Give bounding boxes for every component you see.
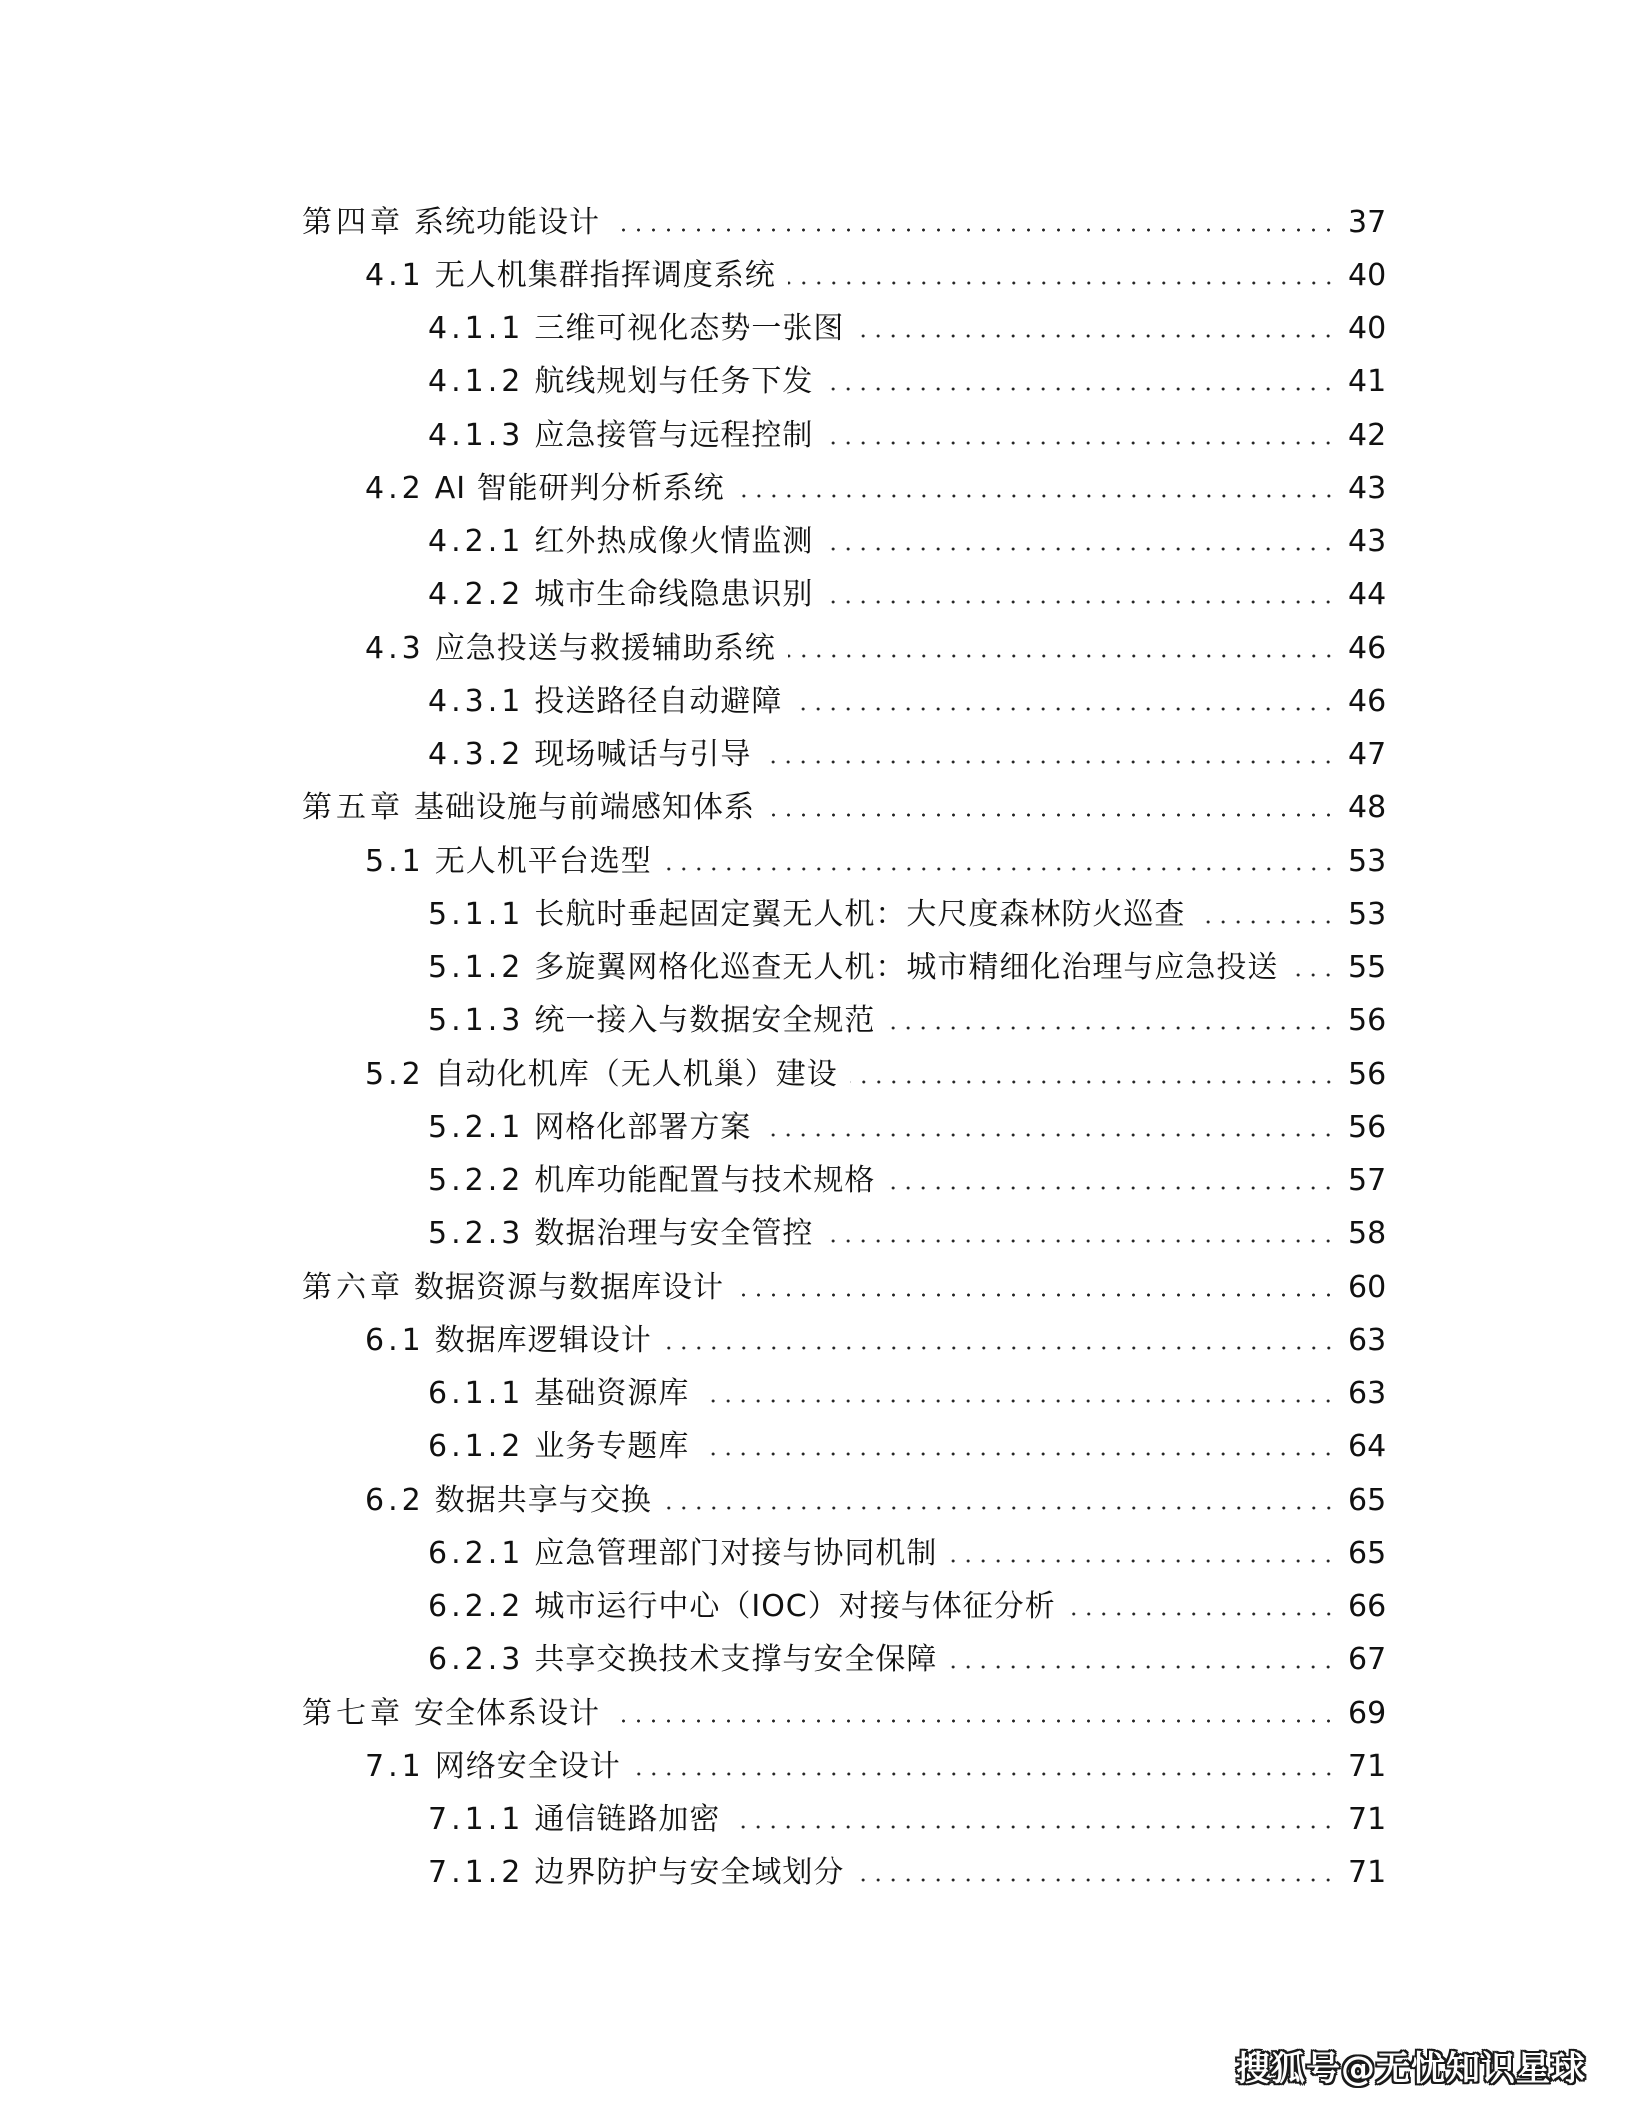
toc-page-number: 64 <box>1348 1429 1387 1465</box>
toc-dot-leader <box>788 654 1336 658</box>
toc-entry-title: 系统功能设计 <box>414 204 600 240</box>
toc-dot-leader <box>1290 973 1336 977</box>
toc-dot-leader <box>612 1719 1336 1723</box>
toc-dot-leader <box>825 441 1336 445</box>
toc-entry-title: 通信链路加密 <box>534 1802 721 1838</box>
toc-entry-number: 6.2 <box>365 1482 425 1518</box>
toc-page-number: 56 <box>1348 1109 1387 1145</box>
toc-entry-number: 7.1.1 <box>428 1802 525 1838</box>
toc-dot-leader <box>949 1665 1336 1669</box>
toc-entry-title: 网格化部署方案 <box>534 1109 752 1145</box>
toc-entry-number: 4.1.3 <box>428 417 525 453</box>
toc-subsection-entry[interactable] <box>0 1101 1632 1154</box>
toc-entry-title: AI 智能研判分析系统 <box>434 470 725 506</box>
toc-page-number: 40 <box>1348 311 1387 347</box>
toc-entry-number: 第五章 <box>302 790 404 826</box>
toc-entry-number: 6.1.2 <box>428 1429 525 1465</box>
toc-page-number: 67 <box>1348 1642 1387 1678</box>
toc-entry-number: 6.2.3 <box>428 1642 525 1678</box>
toc-entry-title: 数据库逻辑设计 <box>434 1322 652 1358</box>
toc-entry-title: 数据共享与交换 <box>434 1482 652 1518</box>
toc-entry-title: 投送路径自动避障 <box>534 683 783 719</box>
table-of-contents <box>0 196 1632 1900</box>
toc-entry-title: 数据治理与安全管控 <box>534 1216 814 1252</box>
toc-page-number: 48 <box>1348 790 1387 826</box>
toc-dot-leader <box>949 1559 1336 1563</box>
toc-page-number: 57 <box>1348 1163 1387 1199</box>
toc-page-number: 65 <box>1348 1535 1387 1571</box>
watermark: 搜狐号@无忧知识星球 <box>1236 2049 1586 2089</box>
toc-page-number: 58 <box>1348 1216 1387 1252</box>
toc-chapter-entry[interactable] <box>0 1261 1632 1314</box>
toc-entry-title: 城市生命线隐患识别 <box>534 577 814 613</box>
toc-entry-number: 5.2.1 <box>428 1109 525 1145</box>
toc-subsection-entry[interactable] <box>0 729 1632 782</box>
toc-dot-leader <box>850 1080 1336 1084</box>
toc-page-number: 47 <box>1348 737 1387 773</box>
toc-entry-number: 6.1 <box>365 1322 425 1358</box>
toc-section-entry[interactable] <box>0 462 1632 515</box>
toc-dot-leader <box>887 1186 1336 1190</box>
toc-entry-title: 基础设施与前端感知体系 <box>414 790 755 826</box>
toc-subsection-entry[interactable] <box>0 569 1632 622</box>
toc-subsection-entry[interactable] <box>0 1847 1632 1900</box>
toc-dot-leader <box>1068 1612 1336 1616</box>
toc-page-number: 56 <box>1348 1003 1387 1039</box>
toc-page-number: 46 <box>1348 630 1387 666</box>
toc-entry-title: 三维可视化态势一张图 <box>534 311 845 347</box>
toc-dot-leader <box>701 1399 1336 1403</box>
toc-subsection-entry[interactable] <box>0 516 1632 569</box>
toc-page-number: 46 <box>1348 683 1387 719</box>
toc-entry-title: 城市运行中心（IOC）对接与体征分析 <box>534 1589 1056 1625</box>
toc-section-entry[interactable] <box>0 249 1632 302</box>
toc-dot-leader <box>794 707 1336 711</box>
toc-page-number: 55 <box>1348 950 1387 986</box>
toc-chapter-entry[interactable] <box>0 1687 1632 1740</box>
toc-subsection-entry[interactable] <box>0 888 1632 941</box>
toc-subsection-entry[interactable] <box>0 1421 1632 1474</box>
toc-entry-number: 第四章 <box>302 204 404 240</box>
toc-entry-title: 无人机平台选型 <box>434 843 652 879</box>
toc-dot-leader <box>788 281 1336 285</box>
toc-page-number: 44 <box>1348 577 1387 613</box>
toc-entry-title: 自动化机库（无人机巢）建设 <box>434 1056 838 1092</box>
toc-entry-number: 5.2.2 <box>428 1163 525 1199</box>
toc-entry-title: 统一接入与数据安全规范 <box>534 1003 876 1039</box>
toc-entry-title: 应急管理部门对接与协同机制 <box>534 1535 938 1571</box>
toc-section-entry[interactable] <box>0 1474 1632 1527</box>
toc-subsection-entry[interactable] <box>0 409 1632 462</box>
toc-page-number: 71 <box>1348 1855 1387 1891</box>
toc-dot-leader <box>1197 920 1336 924</box>
toc-dot-leader <box>887 1026 1336 1030</box>
toc-entry-number: 4.3 <box>365 630 425 666</box>
toc-dot-leader <box>825 387 1336 391</box>
toc-entry-title: 共享交换技术支撑与安全保障 <box>534 1642 938 1678</box>
toc-dot-leader <box>856 334 1336 338</box>
toc-entry-number: 5.2 <box>365 1056 425 1092</box>
toc-page-number: 60 <box>1348 1269 1387 1305</box>
toc-entry-number: 5.1.3 <box>428 1003 525 1039</box>
toc-page-number: 63 <box>1348 1322 1387 1358</box>
toc-subsection-entry[interactable] <box>0 942 1632 995</box>
toc-entry-title: 业务专题库 <box>534 1429 690 1465</box>
toc-page-number: 71 <box>1348 1802 1387 1838</box>
toc-dot-leader <box>737 494 1336 498</box>
toc-entry-number: 7.1 <box>365 1748 425 1784</box>
toc-page-number: 65 <box>1348 1482 1387 1518</box>
toc-entry-number: 4.1 <box>365 257 425 293</box>
toc-dot-leader <box>825 1239 1336 1243</box>
toc-subsection-entry[interactable] <box>0 1208 1632 1261</box>
toc-dot-leader <box>763 760 1336 764</box>
toc-dot-leader <box>825 547 1336 551</box>
toc-section-entry[interactable] <box>0 622 1632 675</box>
toc-entry-number: 4.2.1 <box>428 524 525 560</box>
toc-entry-title: 多旋翼网格化巡查无人机：城市精细化治理与应急投送 <box>534 950 1279 986</box>
toc-page-number: 71 <box>1348 1748 1387 1784</box>
toc-section-entry[interactable] <box>0 1048 1632 1101</box>
toc-entry-title: 红外热成像火情监测 <box>534 524 814 560</box>
toc-dot-leader <box>612 228 1336 232</box>
toc-entry-title: 安全体系设计 <box>414 1695 600 1731</box>
toc-dot-leader <box>664 1346 1336 1350</box>
toc-dot-leader <box>633 1772 1336 1776</box>
toc-dot-leader <box>732 1825 1336 1829</box>
toc-dot-leader <box>664 1506 1336 1510</box>
toc-entry-title: 网络安全设计 <box>434 1748 621 1784</box>
toc-entry-title: 现场喊话与引导 <box>534 737 752 773</box>
toc-subsection-entry[interactable] <box>0 1581 1632 1634</box>
toc-dot-leader <box>856 1878 1336 1882</box>
toc-entry-number: 6.2.1 <box>428 1535 525 1571</box>
toc-page-number: 53 <box>1348 896 1387 932</box>
toc-entry-number: 4.3.2 <box>428 737 525 773</box>
toc-dot-leader <box>763 1133 1336 1137</box>
toc-entry-number: 5.1.1 <box>428 896 525 932</box>
toc-section-entry[interactable] <box>0 835 1632 888</box>
toc-page-number: 66 <box>1348 1589 1387 1625</box>
toc-page-number: 43 <box>1348 524 1387 560</box>
toc-page-number: 63 <box>1348 1376 1387 1412</box>
toc-entry-number: 5.2.3 <box>428 1216 525 1252</box>
toc-entry-number: 第六章 <box>302 1269 404 1305</box>
toc-dot-leader <box>825 600 1336 604</box>
toc-page-number: 43 <box>1348 470 1387 506</box>
toc-section-entry[interactable] <box>0 1314 1632 1367</box>
toc-dot-leader <box>736 1293 1336 1297</box>
toc-entry-number: 第七章 <box>302 1695 404 1731</box>
toc-page-number: 37 <box>1348 204 1387 240</box>
toc-page-number: 53 <box>1348 843 1387 879</box>
toc-entry-number: 4.1.2 <box>428 364 525 400</box>
toc-subsection-entry[interactable] <box>0 1527 1632 1580</box>
toc-section-entry[interactable] <box>0 1740 1632 1793</box>
toc-entry-title: 边界防护与安全域划分 <box>534 1855 845 1891</box>
toc-chapter-entry[interactable] <box>0 782 1632 835</box>
toc-entry-number: 4.2.2 <box>428 577 525 613</box>
toc-dot-leader <box>664 867 1336 871</box>
toc-chapter-entry[interactable] <box>0 196 1632 249</box>
toc-page-number: 41 <box>1348 364 1387 400</box>
toc-entry-number: 5.1.2 <box>428 950 525 986</box>
toc-entry-number: 6.1.1 <box>428 1376 525 1412</box>
toc-page-number: 69 <box>1348 1695 1387 1731</box>
toc-entry-number: 7.1.2 <box>428 1855 525 1891</box>
toc-subsection-entry[interactable] <box>0 1794 1632 1847</box>
toc-subsection-entry[interactable] <box>0 356 1632 409</box>
toc-entry-title: 基础资源库 <box>534 1376 690 1412</box>
toc-subsection-entry[interactable] <box>0 303 1632 356</box>
toc-subsection-entry[interactable] <box>0 1634 1632 1687</box>
toc-entry-title: 航线规划与任务下发 <box>534 364 814 400</box>
toc-subsection-entry[interactable] <box>0 675 1632 728</box>
toc-entry-title: 应急接管与远程控制 <box>534 417 814 453</box>
toc-page-number: 56 <box>1348 1056 1387 1092</box>
toc-entry-number: 4.2 <box>365 470 425 506</box>
toc-entry-number: 5.1 <box>365 843 425 879</box>
toc-dot-leader <box>767 813 1336 817</box>
toc-page-number: 42 <box>1348 417 1387 453</box>
toc-entry-title: 无人机集群指挥调度系统 <box>434 257 776 293</box>
toc-entry-title: 机库功能配置与技术规格 <box>534 1163 876 1199</box>
toc-subsection-entry[interactable] <box>0 1368 1632 1421</box>
toc-subsection-entry[interactable] <box>0 995 1632 1048</box>
toc-subsection-entry[interactable] <box>0 1155 1632 1208</box>
toc-entry-number: 6.2.2 <box>428 1589 525 1625</box>
toc-entry-title: 应急投送与救援辅助系统 <box>434 630 776 666</box>
toc-dot-leader <box>701 1452 1336 1456</box>
toc-entry-number: 4.1.1 <box>428 311 525 347</box>
toc-entry-number: 4.3.1 <box>428 683 525 719</box>
toc-entry-title: 长航时垂起固定翼无人机：大尺度森林防火巡查 <box>534 896 1186 932</box>
toc-page-number: 40 <box>1348 257 1387 293</box>
toc-entry-title: 数据资源与数据库设计 <box>414 1269 724 1305</box>
